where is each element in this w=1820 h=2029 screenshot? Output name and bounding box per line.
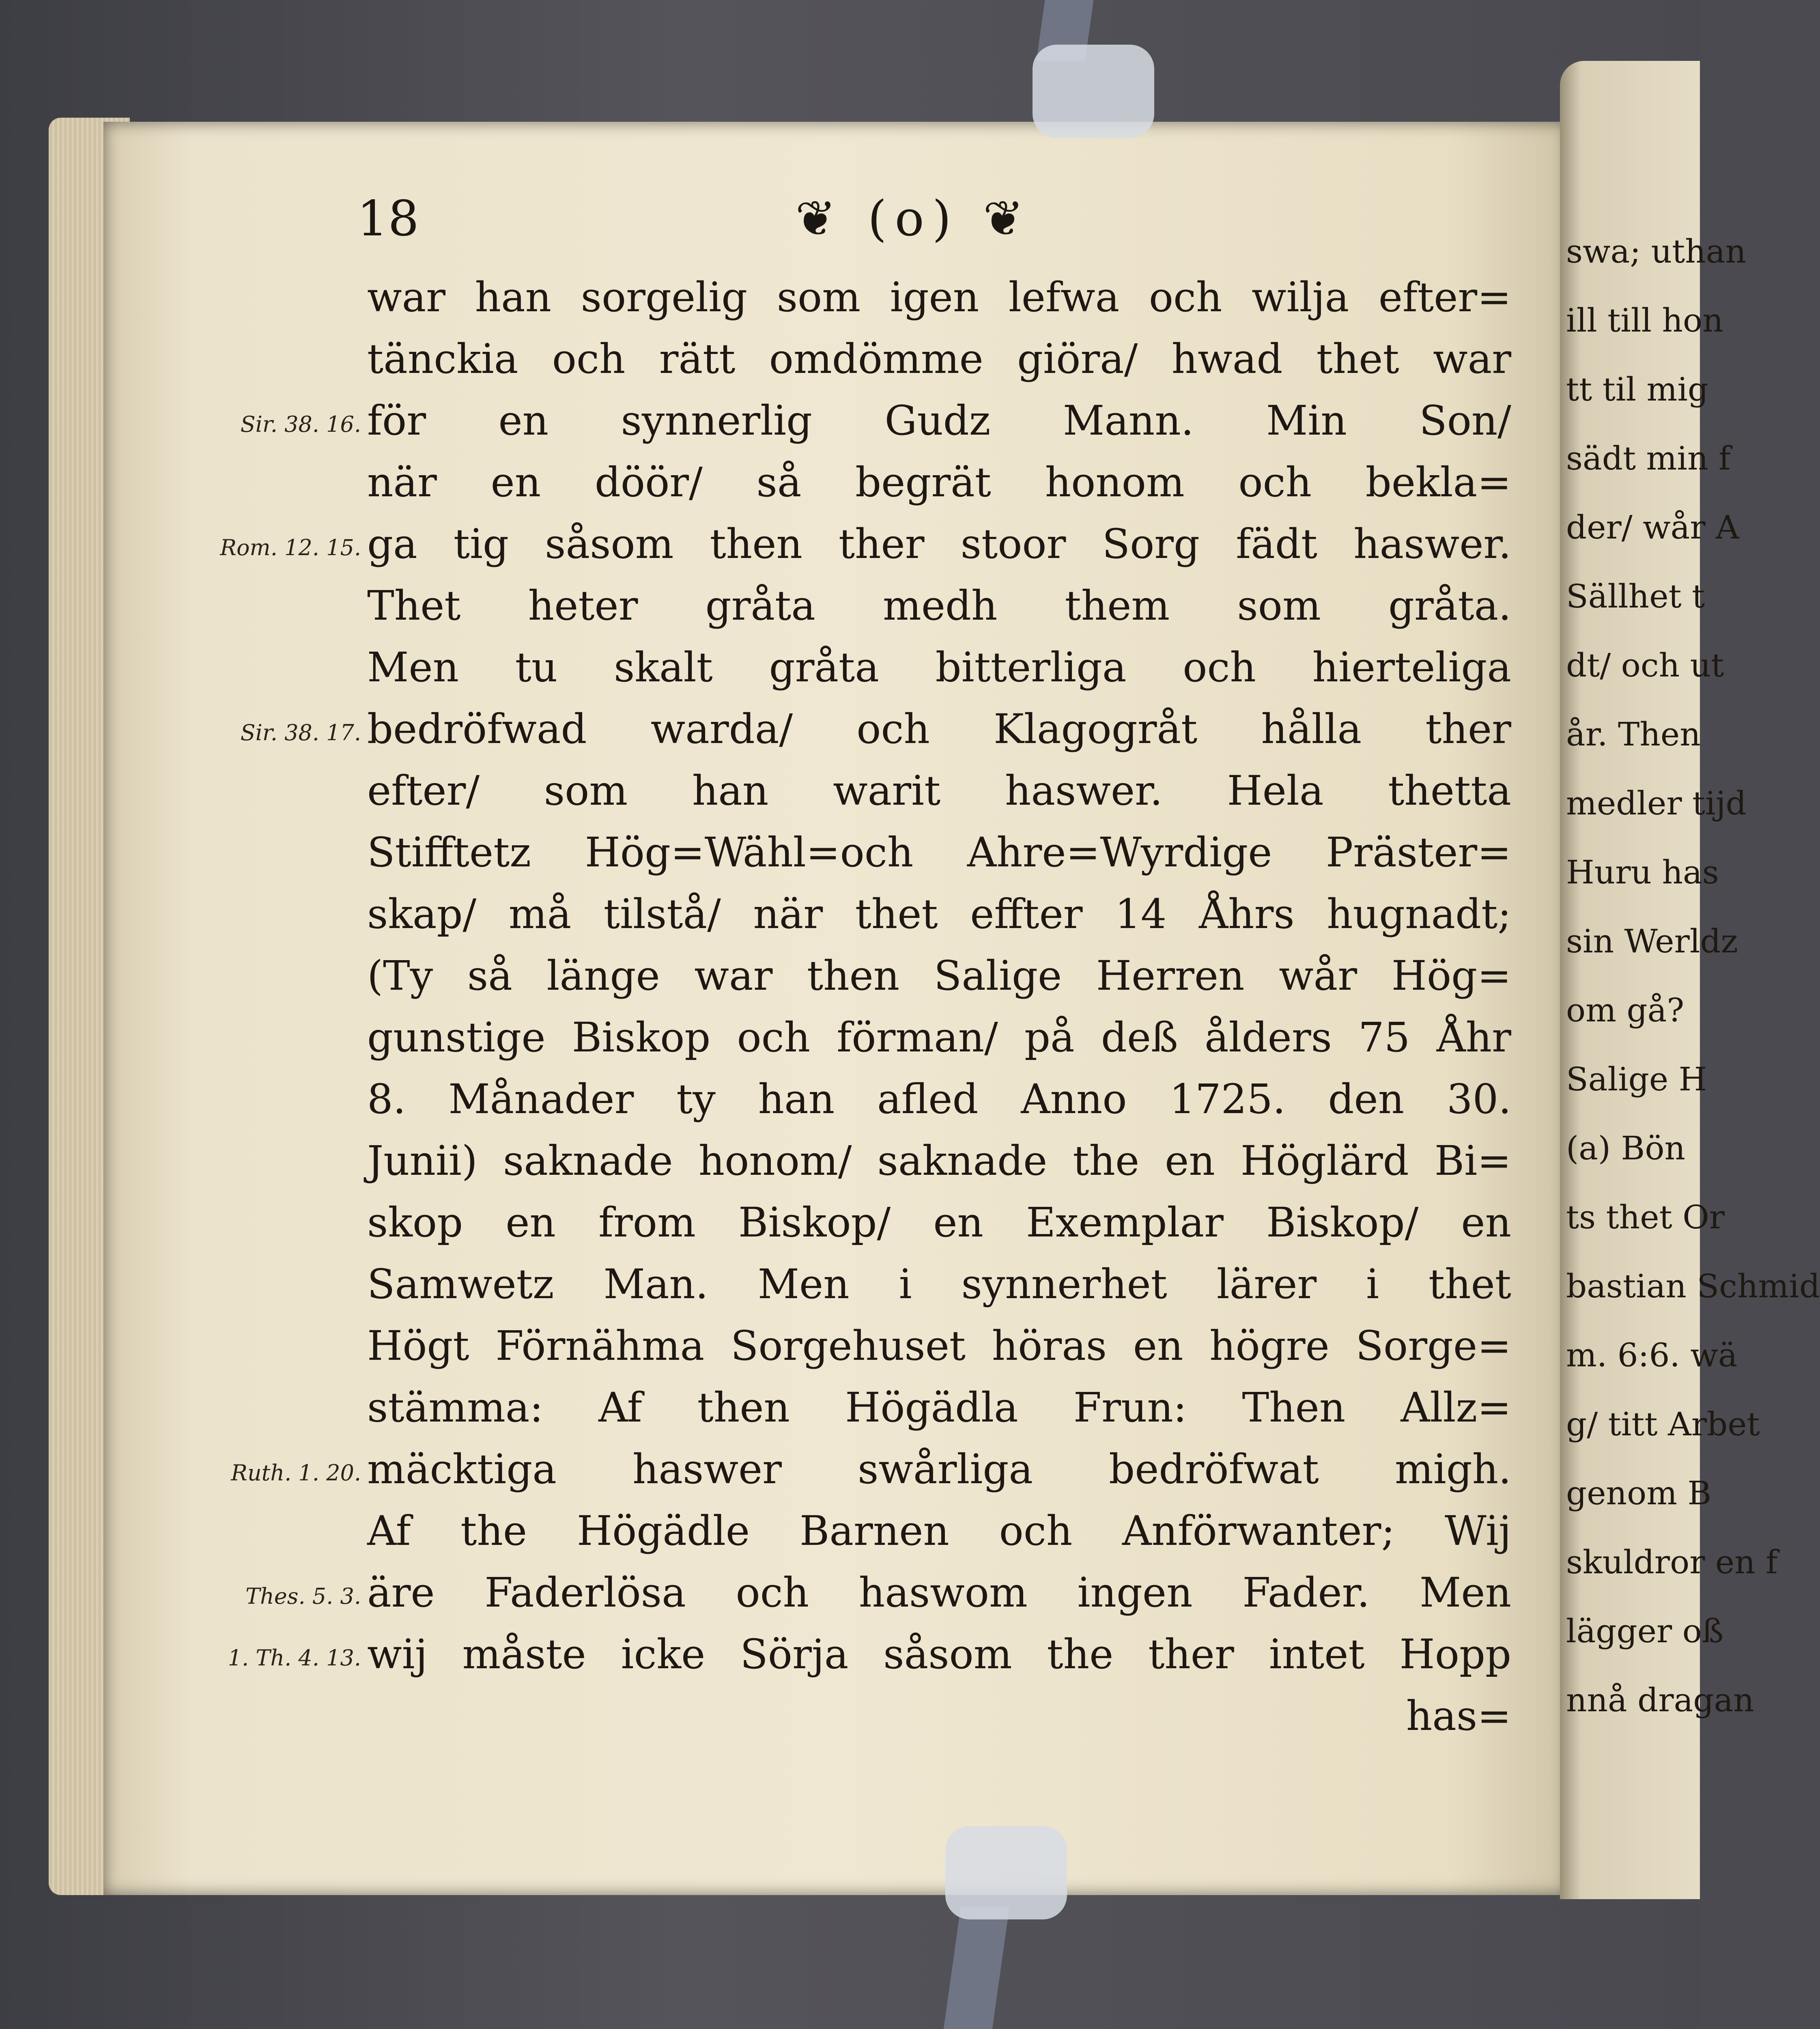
margin-reference: Sir. 38. 16.	[240, 411, 361, 437]
margin-reference: Sir. 38. 17.	[240, 720, 361, 745]
text-line: Junii) saknade honom/ saknade the en Höglärd Bi=	[367, 1137, 1511, 1185]
margin-reference: 1. Th. 4. 13.	[228, 1645, 361, 1671]
facing-page-line: bastian Schmid	[1566, 1267, 1820, 1305]
facing-page-line: Sällhet t	[1566, 577, 1705, 615]
text-line: wij måste icke Sörja såsom the ther intet Hopp	[367, 1631, 1511, 1678]
facing-page-line: ill till hon	[1566, 302, 1723, 339]
facing-page-line: der/ wår A	[1566, 508, 1739, 546]
text-line: tänckia och rätt omdömme giöra/ hwad thet war	[367, 335, 1511, 383]
facing-page-line: m. 6:6. wä	[1566, 1336, 1738, 1374]
text-line: Men tu skalt gråta bitterliga och hierteliga	[367, 644, 1511, 691]
facing-page-line: år. Then	[1566, 715, 1701, 753]
text-line: (Ty så länge war then Salige Herren wår Hög=	[367, 952, 1511, 999]
text-line: efter/ som han warit haswer. Hela thetta	[367, 767, 1511, 814]
facing-page-line: nnå dragan	[1566, 1681, 1754, 1719]
text-line: Stifftetz Hög=Wähl=och Ahre=Wyrdige Präster=	[367, 829, 1511, 876]
facing-page-line: Huru has	[1566, 853, 1719, 891]
text-line: för en synnerlig Gudz Mann. Min Son/	[367, 397, 1511, 444]
facing-page-line: medler tijd	[1566, 784, 1747, 822]
facing-page-line: lägger oß	[1566, 1612, 1724, 1650]
text-line: 8. Månader ty han afled Anno 1725. den 30.	[367, 1075, 1511, 1123]
facing-page-line: sädt min f	[1566, 439, 1731, 477]
facing-page-line: Salige H	[1566, 1060, 1707, 1098]
text-line: Af the Högädle Barnen och Anförwanter; Wij	[367, 1507, 1511, 1555]
facing-page-line: skuldror en f	[1566, 1543, 1778, 1581]
page-clip-bottom	[945, 1826, 1067, 1919]
text-line: bedröfwad warda/ och Klagogråt hålla ther	[367, 705, 1511, 753]
page-clip-top	[1033, 45, 1154, 138]
text-line: Högt Förnähma Sorgehuset höras en högre Sorge=	[367, 1322, 1511, 1370]
text-line: äre Faderlösa och haswom ingen Fader. Men	[367, 1569, 1511, 1616]
text-line: när en döör/ så begrät honom och bekla=	[367, 459, 1511, 506]
text-line: Thet heter gråta medh them som gråta.	[367, 582, 1511, 629]
facing-page-line: tt til mig	[1566, 370, 1709, 408]
text-line: has=	[1406, 1692, 1511, 1740]
facing-page-line: g/ titt Arbet	[1566, 1405, 1760, 1443]
facing-page-line: swa; uthan	[1566, 233, 1747, 270]
facing-page-line: ts thet Or	[1566, 1198, 1725, 1236]
text-line: Samwetz Man. Men i synnerhet lärer i thet	[367, 1260, 1511, 1308]
text-line: gunstige Biskop och förman/ på deß ålders 75 Åhr	[367, 1014, 1511, 1061]
text-line: skap/ må tilstå/ när thet effter 14 Åhrs hugnadt;	[367, 890, 1511, 938]
page-number: 18	[357, 191, 419, 247]
facing-page-line: genom B	[1566, 1474, 1712, 1512]
facing-page-line: dt/ och ut	[1566, 646, 1724, 684]
text-line: skop en from Biskop/ en Exemplar Biskop/ en	[367, 1199, 1511, 1246]
margin-reference: Ruth. 1. 20.	[231, 1460, 361, 1486]
text-line: stämma: Af then Högädla Frun: Then Allz=	[367, 1384, 1511, 1431]
running-head-ornament: ❦ (o) ❦	[795, 191, 1032, 247]
running-head: (o)	[867, 191, 959, 247]
facing-page-line: sin Werldz	[1566, 922, 1738, 960]
facing-page-line: om gå?	[1566, 991, 1684, 1029]
margin-reference: Rom. 12. 15.	[220, 535, 361, 560]
margin-reference: Thes. 5. 3.	[245, 1583, 361, 1609]
text-line: mäcktiga haswer swårliga bedröfwat migh.	[367, 1445, 1511, 1493]
page-header	[357, 191, 1513, 252]
facing-page-line: (a) Bön	[1566, 1129, 1686, 1167]
text-line: ga tig såsom then ther stoor Sorg fädt haswer.	[367, 520, 1511, 568]
text-line: war han sorgelig som igen lefwa och wilja efter=	[367, 274, 1511, 321]
